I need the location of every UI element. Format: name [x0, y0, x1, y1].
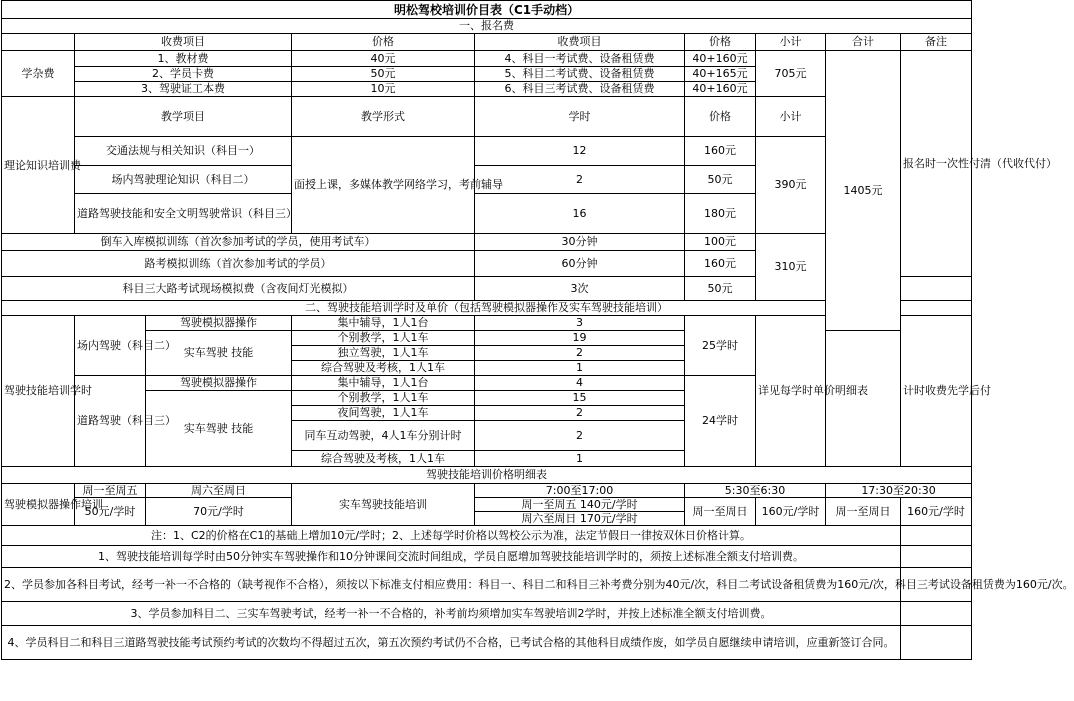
sim-hours: 30分钟 [475, 234, 685, 251]
site-total: 25学时 [685, 316, 756, 376]
misc-item: 3、驾驶证工本费 [75, 82, 292, 97]
note-blank [901, 626, 972, 660]
slot2-time: 5:30至6:30 [685, 484, 826, 498]
sim-price: 50元 [685, 277, 756, 301]
theory-hours: 12 [475, 137, 685, 166]
payment-note: 计时收费先学后付 [901, 316, 972, 467]
road-hours: 1 [475, 451, 685, 467]
header-price2: 价格 [685, 34, 756, 51]
slot3-price: 160元/学时 [901, 498, 972, 526]
theory-item: 交通法规与相关知识（科目一） [75, 137, 292, 166]
slot3-days: 周一至周日 [826, 498, 901, 526]
road-mode: 集中辅导，1人1台 [292, 376, 475, 391]
slot2-price: 160元/学时 [756, 498, 826, 526]
site-hours: 1 [475, 361, 685, 376]
site-mode: 独立驾驶，1人1车 [292, 346, 475, 361]
slot3-time: 17:30至20:30 [826, 484, 972, 498]
theory-header-item: 教学项目 [75, 97, 292, 137]
misc-item: 1、教材费 [75, 51, 292, 67]
misc-price: 50元 [292, 67, 475, 82]
sim-training-label: 驾驶模拟器操作培训 [2, 484, 75, 526]
section1-heading: 一、报名费 [2, 19, 972, 34]
site-hours: 2 [475, 346, 685, 361]
page-title: 明松驾校培训价目表（C1手动档） [2, 1, 972, 19]
theory-header-price: 价格 [685, 97, 756, 137]
road-hours: 15 [475, 391, 685, 406]
misc-item2: 4、科目一考试费、设备租赁费 [475, 51, 685, 67]
misc-item2: 5、科目二考试费、设备租赁费 [475, 67, 685, 82]
misc-label: 学杂费 [2, 51, 75, 97]
site-simulator: 驾驶模拟器操作 [146, 316, 292, 331]
slot1-weekend-price: 周六至周日 170元/学时 [475, 512, 685, 526]
sim-hours: 3次 [475, 277, 685, 301]
theory-header-hours: 学时 [475, 97, 685, 137]
site-label: 场内驾驶（科目二） [75, 316, 146, 376]
detail-note: 详见每学时单价明细表 [756, 316, 826, 467]
misc-price2: 40+160元 [685, 51, 756, 67]
misc-price2: 40+165元 [685, 67, 756, 82]
note-blank [901, 602, 972, 626]
road-mode: 夜间驾驶，1人1车 [292, 406, 475, 421]
site-mode: 个别教学，1人1车 [292, 331, 475, 346]
theory-hours: 2 [475, 166, 685, 194]
header-total: 合计 [826, 34, 901, 51]
road-hours: 4 [475, 376, 685, 391]
road-hours: 2 [475, 406, 685, 421]
real-training-label: 实车驾驶技能培训 [292, 484, 475, 526]
note-4: 4、学员科目二和科目三道路驾驶技能考试预约考试的次数均不得超过五次，第五次预约考试仍不合格，已考试合格的其他科目成绩作废，如学员自愿继续申请培训，应重新签订合同。 [2, 626, 901, 660]
misc-price2: 40+160元 [685, 82, 756, 97]
skill-label: 驾驶技能培训学时 [2, 316, 75, 467]
note-blank [901, 546, 972, 568]
theory-subtotal: 390元 [756, 137, 826, 234]
road-label: 道路驾驶（科目三） [75, 376, 146, 467]
note-1: 1、驾驶技能培训每学时由50分钟实车驾驶操作和10分钟课间交流时间组成，学员自愿增加驾驶技能培训学时的，须按上述标准全额支付培训费。 [2, 546, 901, 568]
site-real-car: 实车驾驶 技能 [146, 331, 292, 376]
misc-item2: 6、科目三考试费、设备租赁费 [475, 82, 685, 97]
header-item: 收费项目 [75, 34, 292, 51]
section2-heading: 二、驾驶技能培训学时及单价（包括驾驶模拟器操作及实车驾驶技能培训） [2, 301, 972, 316]
road-real-car: 实车驾驶 技能 [146, 391, 292, 467]
road-simulator: 驾驶模拟器操作 [146, 376, 292, 391]
sim-item: 路考模拟训练（首次参加考试的学员） [2, 251, 475, 277]
price-table [1, 0, 1074, 660]
header-price: 价格 [292, 34, 475, 51]
site-mode: 综合驾驶及考核，1人1车 [292, 361, 475, 376]
slot2-days: 周一至周日 [685, 498, 756, 526]
sim-subtotal: 310元 [756, 234, 826, 301]
theory-header-subtotal: 小计 [756, 97, 826, 137]
note-3: 3、学员参加科目二、三实车驾驶考试，经考一补一不合格的，补考前均须增加实车驾驶培训2学时，并按上述标准全额支付培训费。 [2, 602, 901, 626]
note-blank [901, 526, 972, 546]
sim-weekday-price: 50元/学时 [75, 498, 146, 526]
site-mode: 集中辅导，1人1台 [292, 316, 475, 331]
road-mode: 个别教学，1人1车 [292, 391, 475, 406]
theory-item: 道路驾驶技能和安全文明驾驶常识（科目三） [75, 194, 292, 234]
theory-price: 180元 [685, 194, 756, 234]
misc-item: 2、学员卡费 [75, 67, 292, 82]
sim-weekend: 周六至周日 [146, 484, 292, 498]
header-remark: 备注 [901, 34, 972, 51]
site-hours: 19 [475, 331, 685, 346]
fee-total: 1405元 [826, 51, 901, 331]
road-mode: 综合驾驶及考核，1人1车 [292, 451, 475, 467]
theory-mode: 面授上课，多媒体教学网络学习，考前辅导 [292, 137, 475, 234]
sim-weekend-price: 70元/学时 [146, 498, 292, 526]
fee-remark: 报名时一次性付清（代收代付） [901, 51, 972, 277]
section3-heading: 驾驶技能培训价格明细表 [2, 467, 972, 484]
sim-weekday: 周一至周五 [75, 484, 146, 498]
sim-price: 160元 [685, 251, 756, 277]
header-subtotal: 小计 [756, 34, 826, 51]
theory-price: 50元 [685, 166, 756, 194]
misc-price: 10元 [292, 82, 475, 97]
sim-item: 科目三大路考试现场模拟费（含夜间灯光模拟） [2, 277, 475, 301]
road-total: 24学时 [685, 376, 756, 467]
theory-header-mode: 教学形式 [292, 97, 475, 137]
slot1-weekday-price: 周一至周五 140元/学时 [475, 498, 685, 512]
slot1-time: 7:00至17:00 [475, 484, 685, 498]
note-2: 2、学员参加各科目考试，经考一补一不合格的（缺考视作不合格），须按以下标准支付相应费用：科目一、科目二和科目三补考费分别为40元/次，科目二考试设备租赁费为160元/次，科目三考试设备租赁费为160元/次。 [2, 568, 901, 602]
road-mode: 同车互动驾驶，4人1车分别计时 [292, 421, 475, 451]
header-item2: 收费项目 [475, 34, 685, 51]
misc-price: 40元 [292, 51, 475, 67]
misc-corner [2, 34, 75, 51]
theory-hours: 16 [475, 194, 685, 234]
theory-price: 160元 [685, 137, 756, 166]
road-hours: 2 [475, 421, 685, 451]
note-c2: 注：1、C2的价格在C1的基础上增加10元/学时；2、上述每学时价格以驾校公示为准，法定节假日一律按双休日价格计算。 [2, 526, 901, 546]
theory-item: 场内驾驶理论知识（科目二） [75, 166, 292, 194]
sim-price: 100元 [685, 234, 756, 251]
site-hours: 3 [475, 316, 685, 331]
misc-subtotal: 705元 [756, 51, 826, 97]
sim-item: 倒车入库模拟训练（首次参加考试的学员，使用考试车） [2, 234, 475, 251]
theory-label: 理论知识培训费 [2, 97, 75, 234]
sim-hours: 60分钟 [475, 251, 685, 277]
